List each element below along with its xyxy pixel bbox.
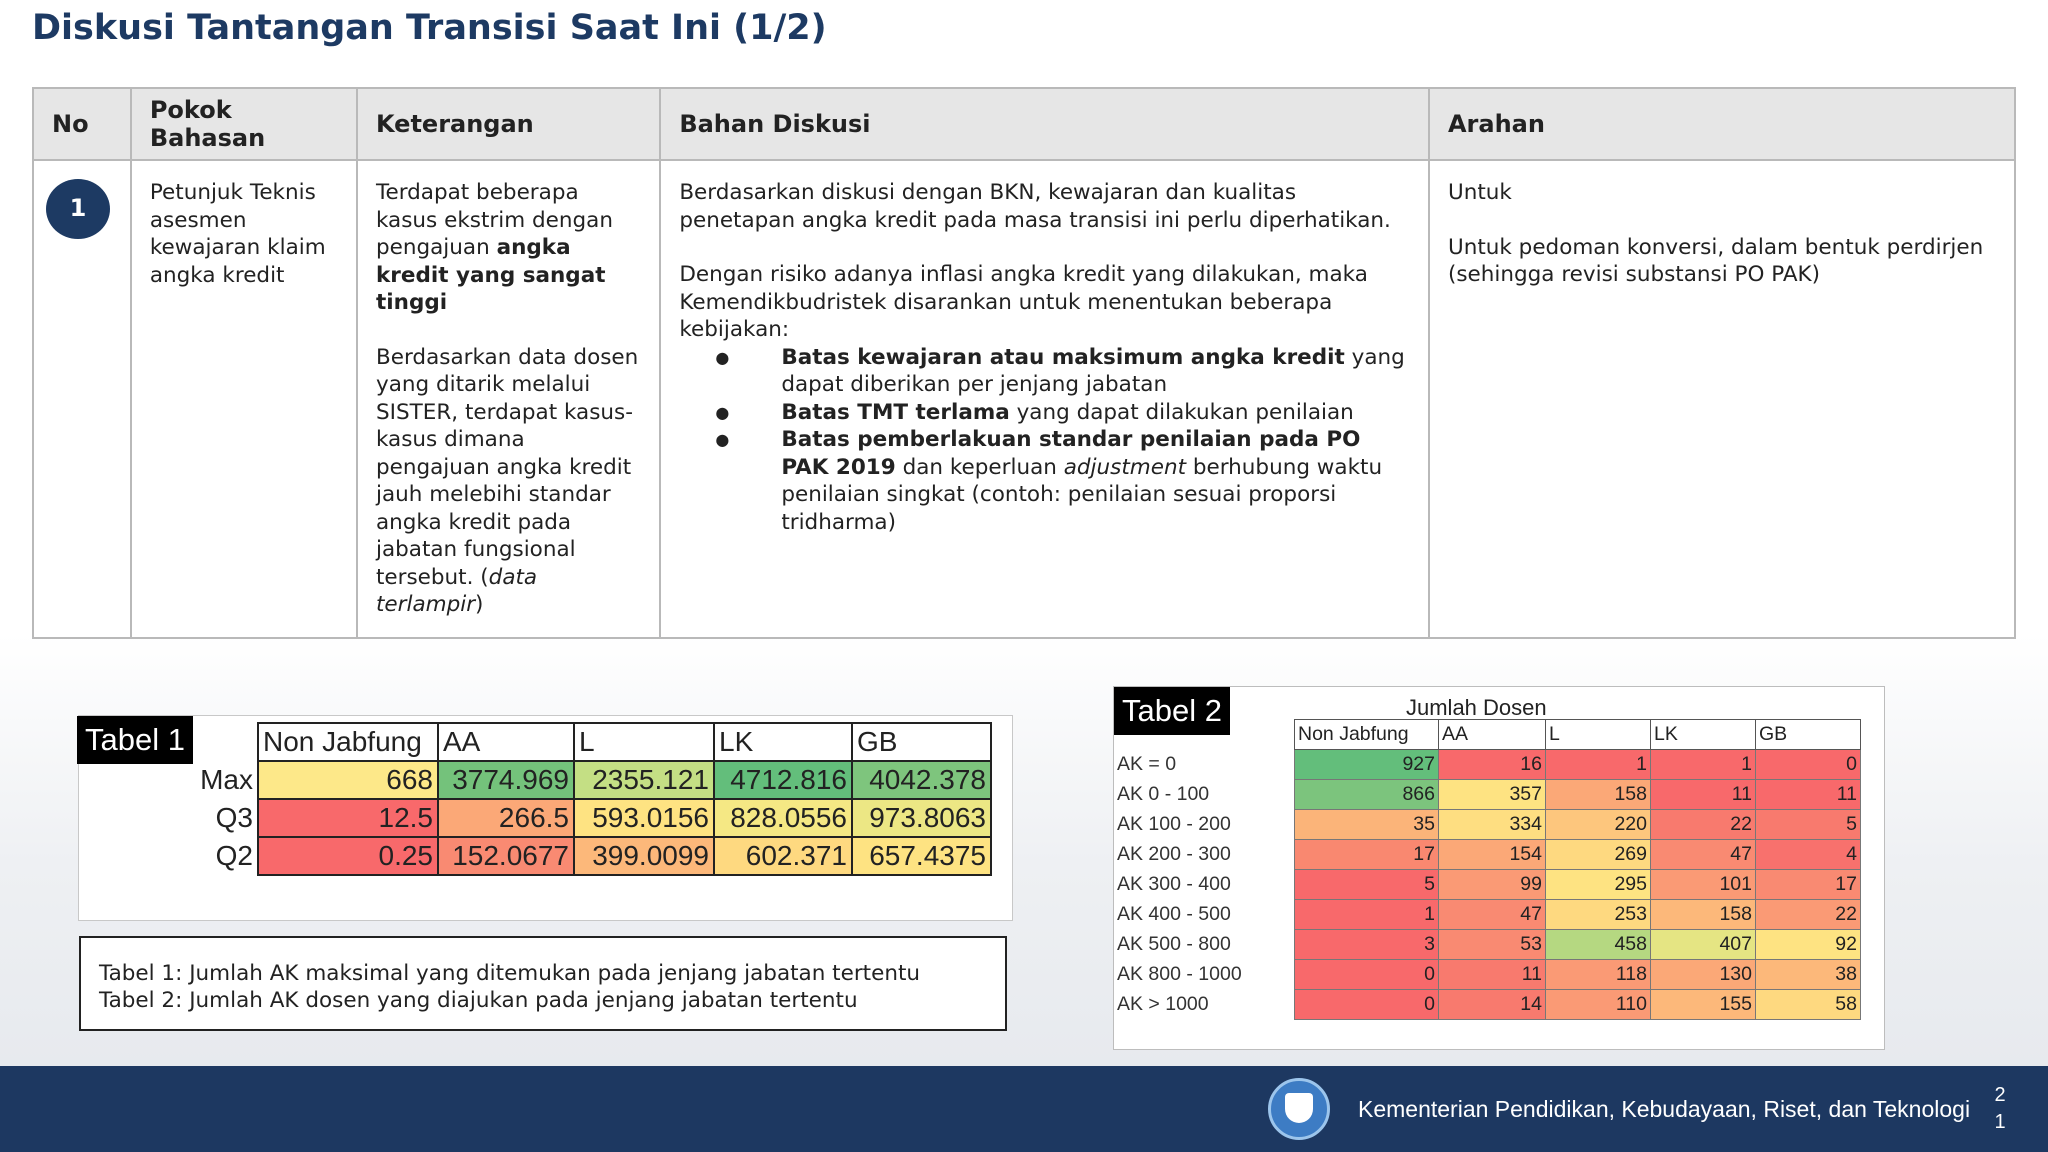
table-row [1114,810,1861,840]
data-cell: 593.0156 [574,799,714,837]
data-cell: 269 [1546,840,1651,870]
data-cell: 602.371 [714,837,852,875]
ministry-logo-icon [1268,1078,1330,1140]
data-cell: 220 [1546,810,1651,840]
keterangan-body: Berdasarkan data dosen yang ditarik melalui SISTER, terdapat kasus-kasus dimana pengajuan angka kredit jauh melebihi standar angka kredit pada jabatan fungsional tersebut. ( [375,344,639,590]
policy-3-italic: adjustment [1063,454,1186,480]
data-cell: 1 [1651,750,1756,780]
data-cell: 357 [1439,780,1546,810]
caption-line-1: Tabel 1: Jumlah AK maksimal yang ditemukan pada jenjang jabatan tertentu [99,961,921,986]
caption-line-2: Tabel 2: Jumlah AK dosen yang diajukan pada jenjang jabatan tertentu [99,988,858,1013]
row-label: AK 500 - 800 [1117,933,1231,955]
policy-2-title: Batas TMT terlama [781,399,1010,425]
table-row [1114,780,1861,810]
table-row [1114,870,1861,900]
data-cell: 657.4375 [852,837,991,875]
list-item [781,344,1410,399]
data-cell: 118 [1546,960,1651,990]
cell-keterangan [357,160,660,638]
row-label: AK 0 - 100 [1117,783,1210,805]
header-arahan: Arahan [1429,88,2015,160]
table-row [1114,960,1861,990]
data-cell: 99 [1439,870,1546,900]
data-cell: 158 [1651,900,1756,930]
data-cell: 130 [1651,960,1756,990]
bahan-paragraph-2: Dengan risiko adanya inflasi angka kredit yang dilakukan, maka Kemendikbudristek disarankan untuk menentukan beberapa kebijakan: [679,262,1368,342]
data-cell: 101 [1651,870,1756,900]
tabel-2-image [1113,686,1885,1050]
data-cell: 253 [1546,900,1651,930]
row-number-badge: 1 [46,179,110,239]
tabel-2-label: Tabel 2 [1114,687,1230,735]
data-cell: 0.25 [258,837,438,875]
data-cell: 17 [1295,840,1439,870]
column-header: L [574,723,714,761]
data-cell: 0 [1756,750,1861,780]
cell-no [33,160,131,638]
data-cell: 110 [1546,990,1651,1020]
data-cell: 4 [1756,840,1861,870]
data-cell: 58 [1756,990,1861,1020]
table-row [79,837,991,875]
discussion-table [32,87,2016,639]
policy-2-text: yang dapat dilakukan penilaian [1009,399,1354,425]
table-row [79,761,991,799]
data-cell: 152.0677 [438,837,574,875]
column-header: GB [1756,720,1861,750]
data-cell: 458 [1546,930,1651,960]
column-header: LK [1651,720,1756,750]
tabel-2-header-title: Jumlah Dosen [1406,695,1547,720]
data-cell: 154 [1439,840,1546,870]
header-pokok-bahasan: Pokok Bahasan [131,88,357,160]
column-header: AA [438,723,574,761]
data-cell: 22 [1651,810,1756,840]
column-header: GB [852,723,991,761]
data-cell: 1 [1295,900,1439,930]
data-cell: 3774.969 [438,761,574,799]
data-cell: 11 [1439,960,1546,990]
column-header: L [1546,720,1651,750]
ministry-name: Kementerian Pendidikan, Kebudayaan, Riset, dan Teknologi [1358,1096,1971,1122]
row-label: Q3 [215,802,253,833]
column-header: AA [1439,720,1546,750]
tabel-1 [79,722,992,876]
data-cell: 14 [1439,990,1546,1020]
page-number: 21 [1994,1084,2006,1133]
table-row [1114,900,1861,930]
tabel-header-row [79,723,991,761]
data-cell: 334 [1439,810,1546,840]
row-label: AK 100 - 200 [1117,813,1231,835]
data-cell: 866 [1295,780,1439,810]
row-label: Max [200,764,253,795]
policy-list [679,344,1410,537]
table-row [33,160,2015,638]
policy-1-title: Batas kewajaran atau maksimum angka kredit [781,344,1345,370]
cell-arahan [1429,160,2015,638]
keterangan-paragraph-2 [376,344,641,619]
row-label: AK 300 - 400 [1117,873,1231,895]
data-cell: 4712.816 [714,761,852,799]
footer-bar [0,1066,2048,1152]
keterangan-close: ) [475,592,484,617]
keterangan-paragraph-1 [376,179,641,317]
policy-3-title: Batas pemberlakuan standar penilaian pada PO PAK 2019 [781,427,1361,480]
arahan-paragraph-1: Untuk [1447,180,1512,205]
table-row [1114,840,1861,870]
arahan-paragraph-2: Untuk pedoman konversi, dalam bentuk perdirjen (sehingga revisi substansi PO PAK) [1447,234,1984,287]
data-cell: 4042.378 [852,761,991,799]
cell-pokok-bahasan [131,160,357,638]
data-cell: 0 [1295,960,1439,990]
tabel-1-label: Tabel 1 [77,716,193,764]
data-cell: 0 [1295,990,1439,1020]
data-cell: 266.5 [438,799,574,837]
table-row [79,799,991,837]
header-keterangan: Keterangan [357,88,660,160]
header-no: No [33,88,131,160]
row-label: AK 800 - 1000 [1117,963,1242,985]
data-cell: 17 [1756,870,1861,900]
data-cell: 155 [1651,990,1756,1020]
data-cell: 22 [1756,900,1861,930]
data-cell: 407 [1651,930,1756,960]
data-cell: 1 [1546,750,1651,780]
page-title: Diskusi Tantangan Transisi Saat Ini (1/2) [32,8,827,48]
table-caption [79,936,1007,1031]
data-cell: 53 [1439,930,1546,960]
table-row [1114,930,1861,960]
policy-3-text: berhubung waktu penilaian singkat (contoh: penilaian sesuai proporsi tridharma) [781,454,1383,535]
data-cell: 973.8063 [852,799,991,837]
keterangan-data-link: data terlampir [375,564,538,617]
keterangan-intro: Terdapat beberapa kasus ekstrim dengan pengajuan [375,180,613,260]
policy-3-mid: dan keperluan [895,454,1064,480]
data-cell: 399.0099 [574,837,714,875]
list-item [781,399,1410,427]
data-cell: 16 [1439,750,1546,780]
row-label: Q2 [215,840,253,871]
data-cell: 3 [1295,930,1439,960]
row-label: AK 200 - 300 [1117,843,1231,865]
row-label: AK > 1000 [1117,993,1209,1015]
table-row [1114,750,1861,780]
data-cell: 5 [1295,870,1439,900]
tabel-2 [1114,719,1861,1020]
bahan-paragraph-1: Berdasarkan diskusi dengan BKN, kewajaran dan kualitas penetapan angka kredit pada masa transisi ini perlu diperhatikan. [679,180,1391,233]
list-item [781,426,1410,536]
policy-1-text: yang dapat diberikan per jenjang jabatan [781,344,1405,397]
pokok-bahasan-text: Petunjuk Teknis asesmen kewajaran klaim angka kredit [149,180,326,288]
data-cell: 828.0556 [714,799,852,837]
table-header-row [33,88,2015,160]
column-header: Non Jabfung [1295,720,1439,750]
data-cell: 158 [1546,780,1651,810]
data-cell: 11 [1756,780,1861,810]
data-cell: 92 [1756,930,1861,960]
row-label: AK 400 - 500 [1117,903,1231,925]
cell-bahan-diskusi [660,160,1429,638]
data-cell: 668 [258,761,438,799]
data-cell: 5 [1756,810,1861,840]
data-cell: 12.5 [258,799,438,837]
data-cell: 38 [1756,960,1861,990]
data-cell: 35 [1295,810,1439,840]
data-cell: 295 [1546,870,1651,900]
data-cell: 927 [1295,750,1439,780]
tabel-1-image [78,715,1013,921]
column-header: Non Jabfung [258,723,438,761]
data-cell: 11 [1651,780,1756,810]
keterangan-highlight: angka kredit yang sangat tinggi [375,235,606,315]
table-row [1114,990,1861,1020]
row-label: AK = 0 [1117,753,1177,775]
data-cell: 2355.121 [574,761,714,799]
data-cell: 47 [1439,900,1546,930]
column-header: LK [714,723,852,761]
data-cell: 47 [1651,840,1756,870]
header-bahan-diskusi: Bahan Diskusi [660,88,1429,160]
